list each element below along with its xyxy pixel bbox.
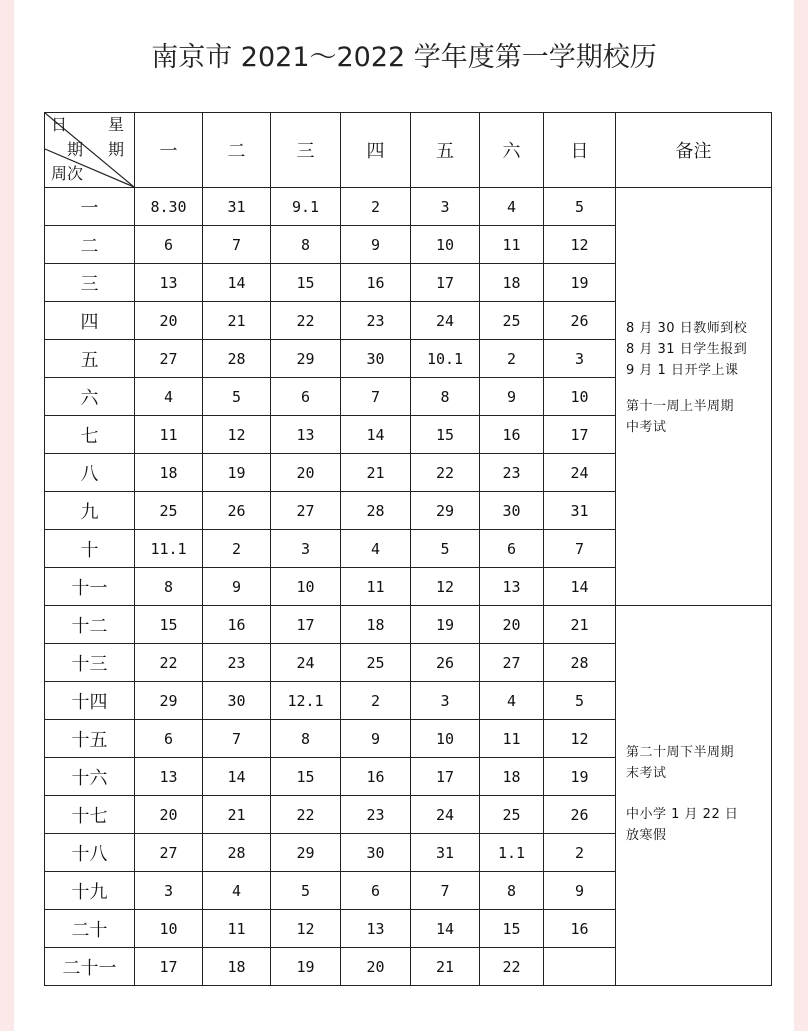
date-cell: 31	[411, 834, 480, 872]
note-block	[626, 318, 765, 381]
date-cell: 17	[544, 416, 616, 454]
date-cell: 22	[480, 948, 544, 986]
note-block	[626, 742, 765, 784]
date-cell: 27	[135, 834, 203, 872]
date-cell: 27	[135, 340, 203, 378]
note-line: 末考试	[626, 766, 667, 781]
week-number-cell: 十一	[45, 568, 135, 606]
note-line: 第二十周下半周期	[626, 745, 735, 760]
note-block	[626, 396, 765, 438]
date-cell: 4	[341, 530, 411, 568]
week-number-cell: 十八	[45, 834, 135, 872]
week-number-cell: 四	[45, 302, 135, 340]
date-cell: 31	[544, 492, 616, 530]
week-number-cell: 十四	[45, 682, 135, 720]
notes-cell-second-half	[616, 606, 772, 986]
date-cell: 20	[135, 302, 203, 340]
date-cell: 18	[480, 264, 544, 302]
day-header-thu: 四	[341, 113, 411, 188]
date-cell: 26	[411, 644, 480, 682]
table-row	[45, 606, 772, 644]
date-cell: 29	[271, 834, 341, 872]
date-cell: 12.1	[271, 682, 341, 720]
date-cell: 30	[203, 682, 271, 720]
date-cell: 20	[271, 454, 341, 492]
week-number-cell: 二十	[45, 910, 135, 948]
date-cell: 8.30	[135, 188, 203, 226]
date-cell: 15	[271, 264, 341, 302]
corner-label-week-number: 周次	[51, 164, 84, 183]
school-calendar-table	[44, 112, 772, 986]
date-cell: 24	[411, 302, 480, 340]
date-cell: 17	[135, 948, 203, 986]
date-cell: 20	[480, 606, 544, 644]
date-cell: 19	[203, 454, 271, 492]
page-title: 南京市 2021～2022 学年度第一学期校历	[151, 42, 657, 73]
note-line: 8 月 31 日学生报到	[626, 342, 748, 357]
date-cell: 17	[411, 758, 480, 796]
date-cell: 8	[480, 872, 544, 910]
date-cell: 4	[480, 682, 544, 720]
date-cell: 3	[544, 340, 616, 378]
date-cell: 28	[544, 644, 616, 682]
date-cell: 3	[135, 872, 203, 910]
date-cell: 12	[411, 568, 480, 606]
week-number-cell: 五	[45, 340, 135, 378]
week-number-cell: 二	[45, 226, 135, 264]
day-header-wed: 三	[271, 113, 341, 188]
date-cell: 23	[341, 302, 411, 340]
date-cell: 2	[341, 188, 411, 226]
note-line: 9 月 1 日开学上课	[626, 363, 739, 378]
date-cell: 29	[271, 340, 341, 378]
date-cell: 5	[411, 530, 480, 568]
date-cell: 25	[480, 302, 544, 340]
date-cell: 7	[411, 872, 480, 910]
date-cell: 9	[341, 226, 411, 264]
date-cell: 28	[341, 492, 411, 530]
date-cell: 27	[480, 644, 544, 682]
date-cell: 29	[135, 682, 203, 720]
date-cell: 23	[480, 454, 544, 492]
day-header-sat: 六	[480, 113, 544, 188]
date-cell: 10	[411, 720, 480, 758]
date-cell: 17	[411, 264, 480, 302]
date-cell: 8	[411, 378, 480, 416]
date-cell: 21	[341, 454, 411, 492]
date-cell: 19	[544, 758, 616, 796]
date-cell: 5	[271, 872, 341, 910]
table-row	[45, 188, 772, 226]
week-number-cell: 十九	[45, 872, 135, 910]
date-cell: 14	[544, 568, 616, 606]
date-cell: 26	[203, 492, 271, 530]
date-cell: 21	[544, 606, 616, 644]
week-number-cell: 十三	[45, 644, 135, 682]
date-cell: 21	[411, 948, 480, 986]
date-cell: 11	[480, 720, 544, 758]
date-cell: 24	[411, 796, 480, 834]
date-cell: 23	[203, 644, 271, 682]
date-cell: 16	[341, 264, 411, 302]
date-cell: 15	[135, 606, 203, 644]
date-cell: 11	[135, 416, 203, 454]
note-line: 放寒假	[626, 828, 667, 843]
date-cell: 21	[203, 796, 271, 834]
date-cell: 10	[411, 226, 480, 264]
date-cell: 25	[341, 644, 411, 682]
date-cell: 22	[271, 302, 341, 340]
corner-label-weekday: 星	[107, 115, 124, 134]
date-cell: 20	[135, 796, 203, 834]
date-cell: 3	[411, 188, 480, 226]
date-cell: 17	[271, 606, 341, 644]
date-cell: 16	[203, 606, 271, 644]
week-number-cell: 七	[45, 416, 135, 454]
date-cell: 6	[135, 720, 203, 758]
date-cell: 22	[411, 454, 480, 492]
date-cell: 22	[135, 644, 203, 682]
week-number-cell: 三	[45, 264, 135, 302]
date-cell: 13	[480, 568, 544, 606]
date-cell: 14	[203, 758, 271, 796]
notes-header: 备注	[616, 113, 772, 188]
week-number-cell: 六	[45, 378, 135, 416]
calendar-body	[45, 188, 772, 986]
date-cell: 16	[480, 416, 544, 454]
date-cell: 24	[271, 644, 341, 682]
day-header-tue: 二	[203, 113, 271, 188]
date-cell: 30	[341, 340, 411, 378]
date-cell: 3	[411, 682, 480, 720]
date-cell: 13	[341, 910, 411, 948]
notes-cell-first-half	[616, 188, 772, 606]
date-cell: 2	[203, 530, 271, 568]
date-cell: 2	[341, 682, 411, 720]
date-cell: 31	[203, 188, 271, 226]
note-line: 第十一周上半周期	[626, 399, 735, 414]
date-cell: 19	[271, 948, 341, 986]
date-cell: 5	[544, 682, 616, 720]
date-cell: 15	[271, 758, 341, 796]
date-cell: 7	[341, 378, 411, 416]
date-cell: 6	[480, 530, 544, 568]
date-cell: 26	[544, 302, 616, 340]
week-number-cell: 十五	[45, 720, 135, 758]
header-row	[45, 113, 772, 188]
date-cell: 16	[341, 758, 411, 796]
date-cell: 19	[411, 606, 480, 644]
note-line: 中考试	[626, 420, 667, 435]
week-number-cell: 一	[45, 188, 135, 226]
calendar-page	[14, 0, 794, 1031]
date-cell: 9	[544, 872, 616, 910]
date-cell: 28	[203, 834, 271, 872]
date-cell: 14	[203, 264, 271, 302]
date-cell: 28	[203, 340, 271, 378]
date-cell: 22	[271, 796, 341, 834]
day-header-fri: 五	[411, 113, 480, 188]
date-cell: 4	[480, 188, 544, 226]
date-cell: 9	[480, 378, 544, 416]
week-number-cell: 十	[45, 530, 135, 568]
date-cell: 16	[544, 910, 616, 948]
note-block	[626, 804, 765, 846]
date-cell: 8	[271, 226, 341, 264]
date-cell: 4	[135, 378, 203, 416]
date-cell: 11	[203, 910, 271, 948]
corner-label-period: 期	[107, 140, 124, 159]
date-cell: 12	[544, 720, 616, 758]
date-cell: 8	[271, 720, 341, 758]
date-cell: 12	[203, 416, 271, 454]
date-cell: 10	[271, 568, 341, 606]
date-cell: 11.1	[135, 530, 203, 568]
date-cell: 3	[271, 530, 341, 568]
date-cell: 26	[544, 796, 616, 834]
date-cell: 29	[411, 492, 480, 530]
date-cell: 7	[203, 226, 271, 264]
date-cell: 13	[135, 264, 203, 302]
day-header-mon: 一	[135, 113, 203, 188]
date-cell: 19	[544, 264, 616, 302]
date-cell: 15	[480, 910, 544, 948]
date-cell: 24	[544, 454, 616, 492]
week-number-cell: 二十一	[45, 948, 135, 986]
date-cell: 30	[480, 492, 544, 530]
date-cell: 25	[135, 492, 203, 530]
date-cell: 13	[135, 758, 203, 796]
date-cell: 10	[544, 378, 616, 416]
date-cell: 25	[480, 796, 544, 834]
date-cell: 5	[544, 188, 616, 226]
date-cell: 18	[203, 948, 271, 986]
day-header-sun: 日	[544, 113, 616, 188]
date-cell: 20	[341, 948, 411, 986]
date-cell: 11	[480, 226, 544, 264]
week-number-cell: 九	[45, 492, 135, 530]
corner-label-date: 期	[67, 140, 84, 159]
date-cell: 13	[271, 416, 341, 454]
date-cell: 4	[203, 872, 271, 910]
date-cell: 27	[271, 492, 341, 530]
date-cell: 10.1	[411, 340, 480, 378]
date-cell: 12	[271, 910, 341, 948]
date-cell	[544, 948, 616, 986]
date-cell: 18	[135, 454, 203, 492]
week-number-cell: 十二	[45, 606, 135, 644]
week-number-cell: 八	[45, 454, 135, 492]
date-cell: 21	[203, 302, 271, 340]
date-cell: 18	[480, 758, 544, 796]
date-cell: 5	[203, 378, 271, 416]
date-cell: 9	[203, 568, 271, 606]
date-cell: 30	[341, 834, 411, 872]
date-cell: 8	[135, 568, 203, 606]
date-cell: 7	[544, 530, 616, 568]
date-cell: 2	[544, 834, 616, 872]
date-cell: 12	[544, 226, 616, 264]
note-line: 8 月 30 日教师到校	[626, 321, 748, 336]
corner-label-day: 日	[51, 115, 68, 134]
date-cell: 2	[480, 340, 544, 378]
date-cell: 9	[341, 720, 411, 758]
date-cell: 6	[271, 378, 341, 416]
week-number-cell: 十六	[45, 758, 135, 796]
note-line: 中小学 1 月 22 日	[626, 807, 739, 822]
date-cell: 6	[135, 226, 203, 264]
date-cell: 23	[341, 796, 411, 834]
week-number-cell: 十七	[45, 796, 135, 834]
date-cell: 18	[341, 606, 411, 644]
date-cell: 14	[411, 910, 480, 948]
corner-header-cell	[45, 113, 135, 188]
date-cell: 7	[203, 720, 271, 758]
date-cell: 10	[135, 910, 203, 948]
date-cell: 14	[341, 416, 411, 454]
date-cell: 1.1	[480, 834, 544, 872]
date-cell: 6	[341, 872, 411, 910]
date-cell: 11	[341, 568, 411, 606]
date-cell: 9.1	[271, 188, 341, 226]
date-cell: 15	[411, 416, 480, 454]
